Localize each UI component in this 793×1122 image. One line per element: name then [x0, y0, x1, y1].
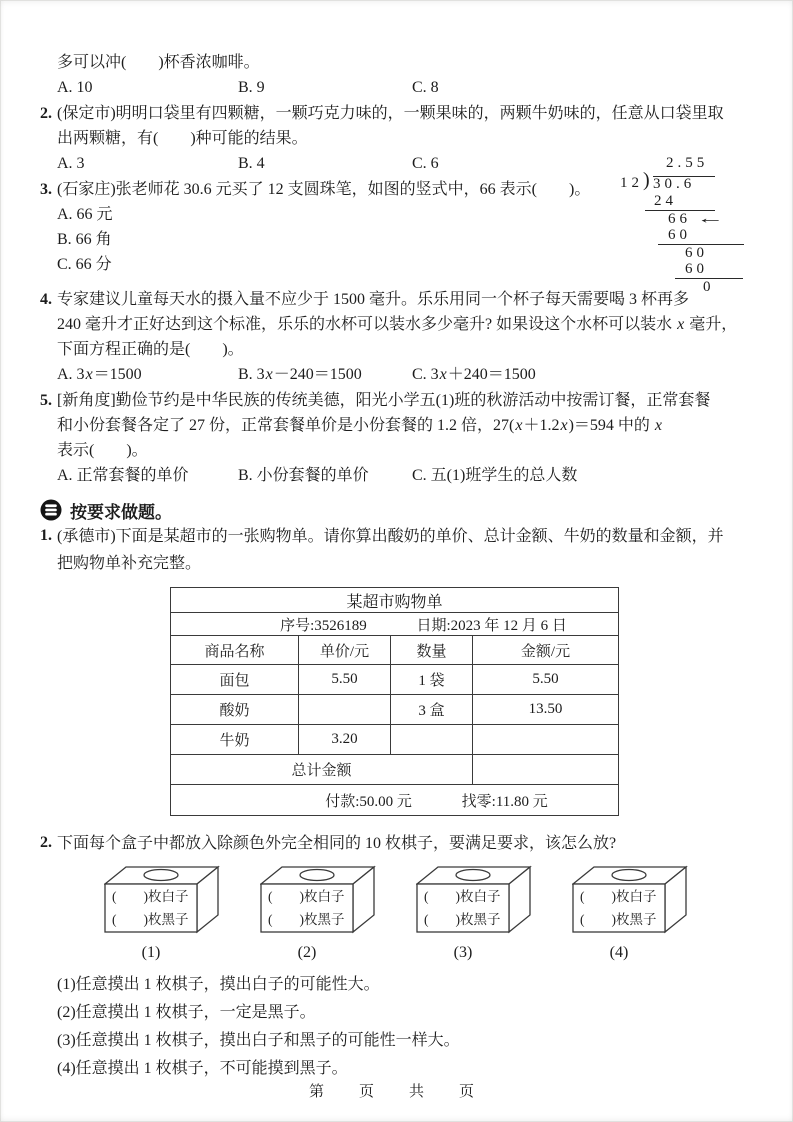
question-2: [40, 101, 769, 151]
box-slot-hole: [456, 870, 490, 881]
receipt-header-row: [171, 636, 619, 665]
division-remainder-66: 66: [668, 211, 691, 227]
box-label: (2): [297, 944, 317, 961]
text-fragment: ＝1500: [93, 366, 142, 383]
chess-box-4: [572, 864, 705, 963]
sub-question-3: (3)任意摸出 1 枚棋子，摸出白子和黑子的可能性一样大。: [57, 1032, 460, 1049]
section-header: [40, 497, 769, 523]
column-header: 商品名称: [171, 636, 299, 665]
white-pieces-blank: ( )枚白子: [112, 889, 189, 904]
item-qty-blank: [391, 725, 473, 755]
question-2-line-1: (保定市)明明口袋里有四颗糖，一颗巧克力味的，一颗果味的，两颗牛奶味的，任意从口袋里取: [57, 105, 724, 122]
division-final-remainder: 0: [703, 279, 715, 295]
long-division-figure: [618, 154, 750, 299]
section-question-1-line-1: (承德市)下面是某超市的一张购物单。请你算出酸奶的单价、总计金额、牛奶的数量和金额，并: [57, 528, 724, 545]
item-qty: 3 盒: [391, 695, 473, 725]
receipt-total-row: [171, 755, 619, 785]
section-question-2-text: 下面每个盒子中都放入除颜色外完全相同的 10 枚棋子，要满足要求，该怎么放?: [57, 835, 617, 852]
division-dividend: 30.6: [653, 176, 715, 192]
box-label: (3): [453, 944, 473, 961]
text-fragment: －240＝1500: [273, 366, 362, 383]
section-question-2: [40, 830, 769, 858]
variable-x: x: [439, 366, 447, 383]
question-5: [40, 388, 769, 463]
division-bracket: ): [643, 169, 650, 191]
box-slot-hole: [612, 870, 646, 881]
black-pieces-blank: ( )枚黑子: [424, 912, 501, 927]
question-number: 4.: [40, 291, 52, 308]
question-number: 3.: [40, 181, 52, 198]
white-pieces-blank: ( )枚白子: [268, 889, 345, 904]
division-subtrahend-3: 60: [685, 261, 708, 277]
black-pieces-blank: ( )枚黑子: [580, 912, 657, 927]
chess-box-3: [416, 864, 549, 963]
chess-box-1: [104, 864, 237, 963]
variable-x: x: [654, 417, 663, 434]
question-5-line-2: [57, 413, 769, 438]
payment-amount: 付款:50.00 元: [325, 793, 412, 810]
variable-x: x: [677, 316, 685, 333]
question-4-line-1: 专家建议儿童每天水的摄入量不应少于 1500 毫升。乐乐用同一个杯子每天需要喝 3 杯再多: [57, 291, 690, 308]
option-b: B. 66 角: [57, 231, 112, 248]
question-2-line-2: 出两颗糖，有( )种可能的结果。: [57, 130, 308, 147]
option-a: A. 10: [57, 79, 93, 96]
option-c: C. 66 分: [57, 256, 112, 273]
text-fragment: )＝594 中的: [568, 417, 654, 434]
column-header: 单价/元: [299, 636, 391, 665]
receipt-row-yogurt: [171, 695, 619, 725]
chess-boxes-row: [104, 864, 769, 963]
text-fragment: 240 毫升才正好达到这个标准，乐乐的水杯可以装水多少毫升? 如果设这个水杯可以装水: [57, 316, 677, 333]
text-fragment: ＋1.2: [523, 417, 560, 434]
black-pieces-blank: ( )枚黑子: [268, 912, 345, 927]
question-4-line-2: [57, 312, 769, 337]
item-name: 牛奶: [171, 725, 299, 755]
box-label: (4): [609, 944, 629, 961]
option-b: [238, 362, 412, 388]
question-5-line-1: [新角度]勤俭节约是中华民族的传统美德，阳光小学五(1)班的秋游活动中按需订餐，正常套餐: [57, 392, 711, 409]
receipt-row-bread: [171, 665, 619, 695]
receipt-serial: 序号:3526189: [280, 617, 367, 634]
question-number: 5.: [40, 392, 52, 409]
division-subtrahend-2: 60: [668, 227, 691, 243]
receipt-title: 某超市购物单: [171, 588, 619, 613]
option-b: B. 小份套餐的单价: [238, 467, 369, 484]
receipt-date: 日期:2023 年 12 月 6 日: [416, 617, 567, 634]
option-c: [412, 362, 536, 388]
box-slot-hole: [144, 870, 178, 881]
shopping-receipt-table: [170, 587, 619, 816]
receipt-payment-row: [171, 785, 619, 816]
receipt-row-milk: [171, 725, 619, 755]
section-question-1-line-2: 把购物单补充完整。: [57, 555, 202, 572]
text-fragment: B. 3: [238, 366, 265, 383]
white-pieces-blank: ( )枚白子: [424, 889, 501, 904]
left-arrow-icon: ←: [696, 211, 725, 227]
question-5-options: [40, 463, 769, 489]
item-price-blank: [299, 695, 391, 725]
question-5-line-3: 表示( )。: [57, 442, 148, 459]
chess-box-2: [260, 864, 393, 963]
box-figure: [572, 864, 705, 936]
section-question-1: [40, 523, 769, 577]
text-fragment: C. 3: [412, 366, 439, 383]
item-price: 3.20: [299, 725, 391, 755]
sub-questions: [40, 971, 769, 1083]
box-label: (1): [141, 944, 161, 961]
item-amount: 13.50: [473, 695, 619, 725]
item-name: 面包: [171, 665, 299, 695]
question-number: 1.: [40, 527, 52, 544]
option-c: C. 五(1)班学生的总人数: [412, 467, 578, 484]
item-amount-blank: [473, 725, 619, 755]
question-1-continuation: 多可以冲( )杯香浓咖啡。: [57, 54, 260, 71]
box-slot-hole: [300, 870, 334, 881]
variable-x: x: [560, 417, 568, 434]
text-fragment: A. 3: [57, 366, 85, 383]
question-number: 2.: [40, 834, 52, 851]
box-figure: [416, 864, 549, 936]
text-fragment: ＋240＝1500: [447, 366, 536, 383]
division-divisor: 12: [620, 175, 643, 191]
box-figure: [104, 864, 237, 936]
option-a: A. 66 元: [57, 206, 113, 223]
section-three-lines-icon: [40, 499, 62, 521]
column-header: 数量: [391, 636, 473, 665]
receipt-meta-row: [171, 613, 619, 636]
text-fragment: 和小份套餐各定了 27 份，正常套餐单价是小份套餐的 1.2 倍，27(: [57, 417, 515, 434]
option-a: A. 3: [57, 155, 85, 172]
column-header: 金额/元: [473, 636, 619, 665]
variable-x: x: [85, 366, 93, 383]
section-title: 按要求做题。: [70, 502, 172, 522]
option-c: C. 8: [412, 79, 439, 96]
sub-question-4: (4)任意摸出 1 枚棋子，不可能摸到黑子。: [57, 1060, 348, 1077]
option-a: A. 正常套餐的单价: [57, 467, 189, 484]
black-pieces-blank: ( )枚黑子: [112, 912, 189, 927]
item-qty: 1 袋: [391, 665, 473, 695]
sub-question-2: (2)任意摸出 1 枚棋子，一定是黑子。: [57, 1004, 316, 1021]
white-pieces-blank: ( )枚白子: [580, 889, 657, 904]
total-label: 总计金额: [171, 755, 473, 785]
option-b: B. 4: [238, 155, 265, 172]
question-4-line-3: 下面方程正确的是( )。: [57, 341, 244, 358]
question-4-options: [40, 362, 769, 388]
division-quotient: 2.55: [666, 155, 709, 171]
option-c: C. 6: [412, 155, 439, 172]
sub-question-1: (1)任意摸出 1 枚棋子，摸出白子的可能性大。: [57, 976, 380, 993]
question-1-options: [40, 75, 769, 101]
option-b: B. 9: [238, 79, 265, 96]
change-amount: 找零:11.80 元: [461, 793, 548, 810]
division-subtrahend-1: 24: [654, 193, 677, 209]
division-remainder-60: 60: [685, 245, 708, 261]
box-figure: [260, 864, 393, 936]
item-price: 5.50: [299, 665, 391, 695]
item-name: 酸奶: [171, 695, 299, 725]
total-value-blank: [473, 755, 619, 785]
variable-x: x: [265, 366, 273, 383]
text-fragment: 毫升，: [685, 316, 738, 333]
item-amount: 5.50: [473, 665, 619, 695]
question-3-text: (石家庄)张老师花 30.6 元买了 12 支圆珠笔，如图的竖式中，66 表示( )。: [57, 181, 591, 198]
question-number: 2.: [40, 105, 52, 122]
page-footer: 第 页 共 页: [308, 1083, 484, 1100]
variable-x: x: [515, 417, 523, 434]
option-a: [57, 362, 238, 388]
